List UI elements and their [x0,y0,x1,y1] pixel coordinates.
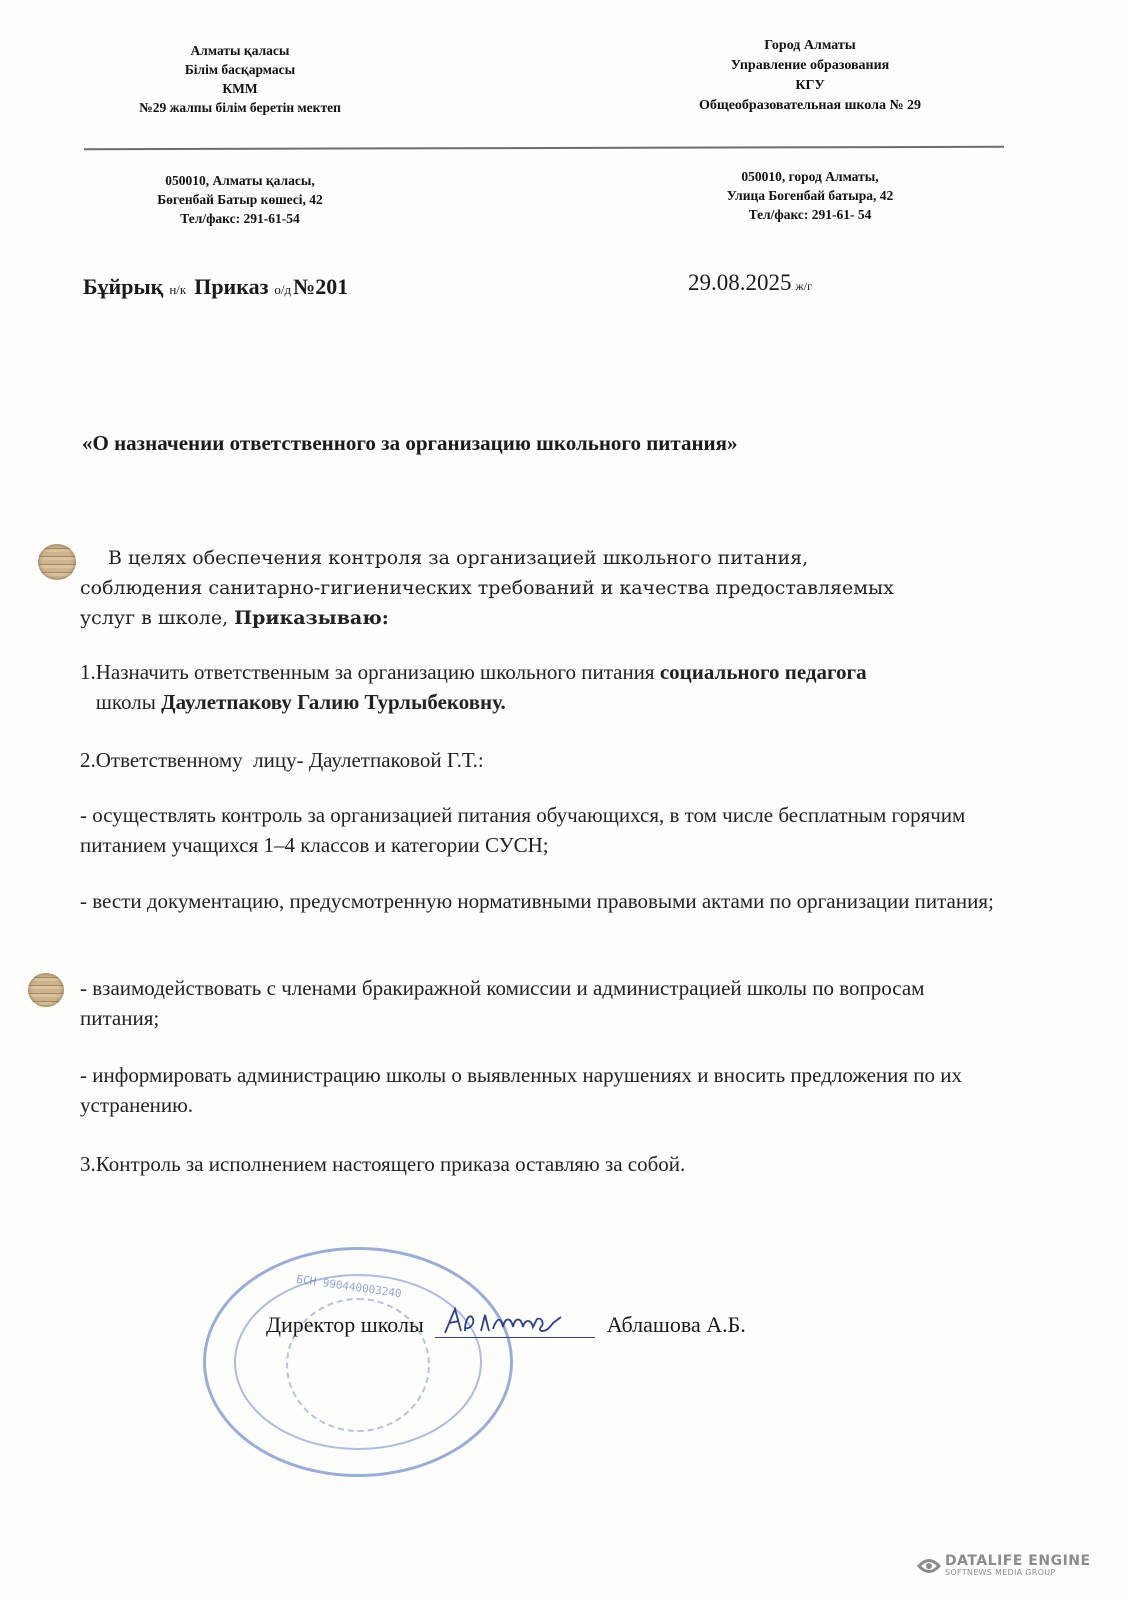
org-line: КММ [222,81,258,96]
address-line: Улица Богенбай батыра, 42 [726,188,894,203]
address-line: 050010, Алматы қаласы, [165,173,315,188]
address-right [660,167,960,224]
intro-paragraph: В целях обеспечения контроля за организацией школьного питания, соблюдения санитарно-гигиенических требований и качества предоставляемых услуг в школе, Приказываю: [80,547,894,629]
handwritten-signature [435,1309,595,1338]
order-date-value: 29.08.2025 [688,270,792,295]
org-line: КГУ [795,78,825,93]
datalife-logo-icon [917,1555,941,1577]
address-left [80,171,400,228]
header-right-org [640,36,980,116]
punch-hole [38,544,76,580]
official-stamp [203,1247,513,1477]
address-line: Тел/факс: 291-61- 54 [748,207,872,222]
address-line: Бөгенбай Батыр көшесі, 42 [157,192,323,207]
duty-4: - информировать администрацию школы о выявленных нарушениях и вносить предложения по их устранению. [80,1063,963,1117]
duty-2: - вести документацию, предусмотренную нормативными правовыми актами по организации питания; [80,889,994,913]
signature-block [266,1309,746,1338]
org-line: №29 жалпы білім беретін мектеп [139,100,341,115]
item-3: 3.Контроль за исполнением настоящего приказа оставляю за собой. [80,1152,686,1176]
address-line: 050010, город Алматы, [741,169,879,184]
duty-1: - осуществлять контроль за организацией питания обучающихся, в том числе бесплатным горячим питанием учащихся 1–4 классов и категории СУСН; [80,803,966,857]
order-kz-abbr: н/к [169,282,187,297]
site-watermark: DATALIFE ENGINE SOFTNEWS MEDIA GROUP [917,1553,1091,1577]
punch-hole [28,973,64,1007]
document-title: «О назначении ответственного за организацию школьного питания» [82,431,738,455]
order-number: №201 [293,274,349,299]
signer-position: Директор школы [266,1312,424,1337]
directive-word: Приказываю: [234,607,389,629]
org-line: Общеобразовательная школа № 29 [698,98,922,113]
org-line: Білім басқармасы [184,62,296,77]
org-line: Управление образования [730,58,890,73]
order-date [688,270,812,296]
address-line: Тел/факс: 291-61-54 [180,211,300,226]
org-line: Алматы қаласы [190,43,290,58]
order-ru-label: Приказ [194,274,269,299]
item-2: 2.Ответственному лицу- Даулетпаковой Г.Т.: [80,748,484,772]
stamp-bin: БСН 990440003240 [295,1272,403,1301]
duty-3: - взаимодействовать с членами бракиражной комиссии и администрацией школы по вопросам питания; [80,976,925,1030]
order-date-suffix: ж/г [795,279,813,293]
header-divider [84,146,1004,150]
org-line: Город Алматы [764,38,856,53]
header-left-org [80,41,400,117]
signer-name: Аблашова А.Б. [606,1312,746,1337]
order-number-line [83,274,348,300]
item-1: 1.Назначить ответственным за организацию школьного питания социального педагога школы Даулетпакову Галию Турлыбековну. [80,660,867,714]
responsible-person: Даулетпакову Галию Турлыбековну. [161,690,506,714]
order-ru-abbr: о/д [274,282,292,297]
order-kz-label: Бұйрық [83,274,164,299]
